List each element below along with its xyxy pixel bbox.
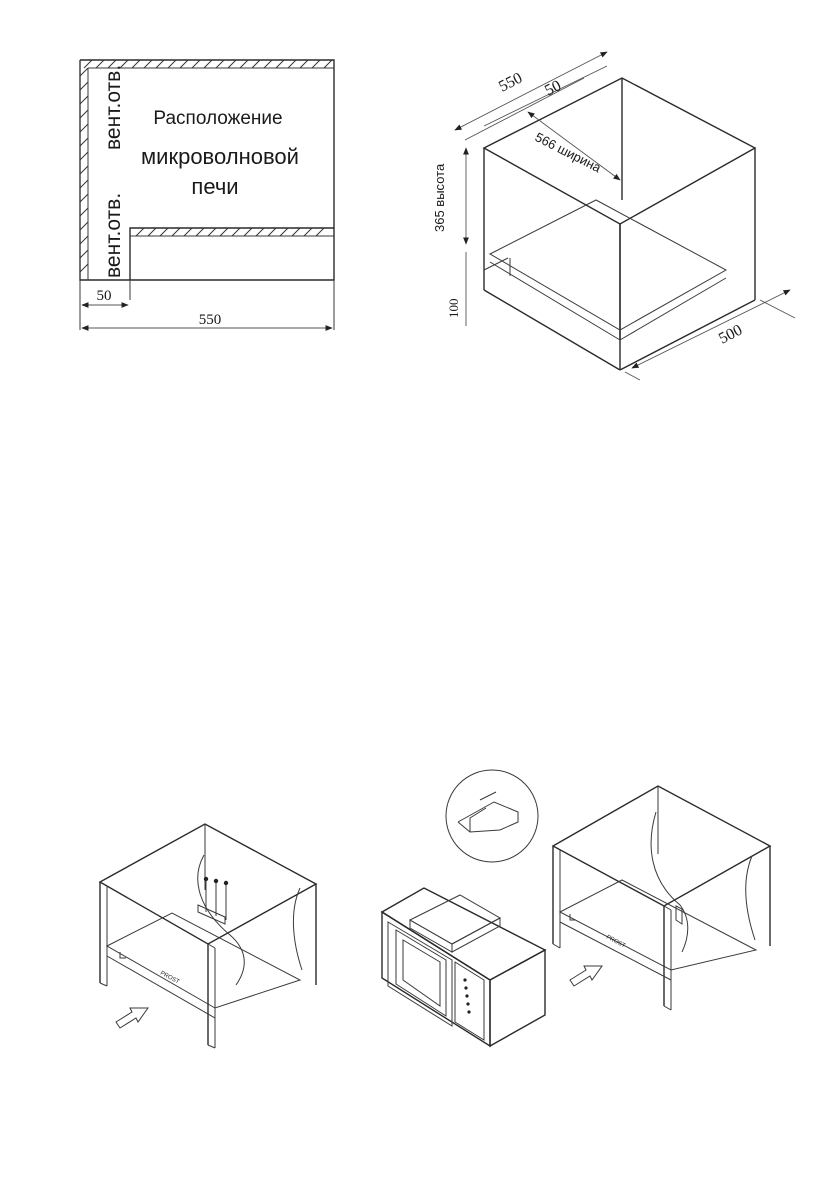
plan-diagram [80,60,334,330]
placement-label-line3: печи [191,174,239,199]
placement-label-line1: Расположение [153,108,283,129]
dim-depth-side-500: 500 [716,321,746,348]
dim-inner-50: 50 [96,288,112,304]
dim-gap-top-50: 50 [542,77,565,100]
vent-label-bottom: вент.отв. [102,192,125,278]
hatch-left [80,68,88,272]
install-step-microwave [382,770,770,1046]
dim-base-100: 100 [446,298,461,318]
dim-total-550: 550 [198,312,222,328]
dim-width-566: 566 ширина [532,129,604,176]
dim-depth-top-550: 550 [496,69,526,96]
cabinet-diagram [432,52,795,380]
template-brand-right: PROST [605,934,627,950]
dim-height-365: 365 высота [432,163,447,232]
placement-label-line2: микроволновой [141,144,299,169]
template-brand-left: PROST [159,970,181,986]
vent-label-top: вент.отв. [102,64,125,150]
hatch-shelf [130,228,334,236]
install-step-template [100,824,316,1048]
